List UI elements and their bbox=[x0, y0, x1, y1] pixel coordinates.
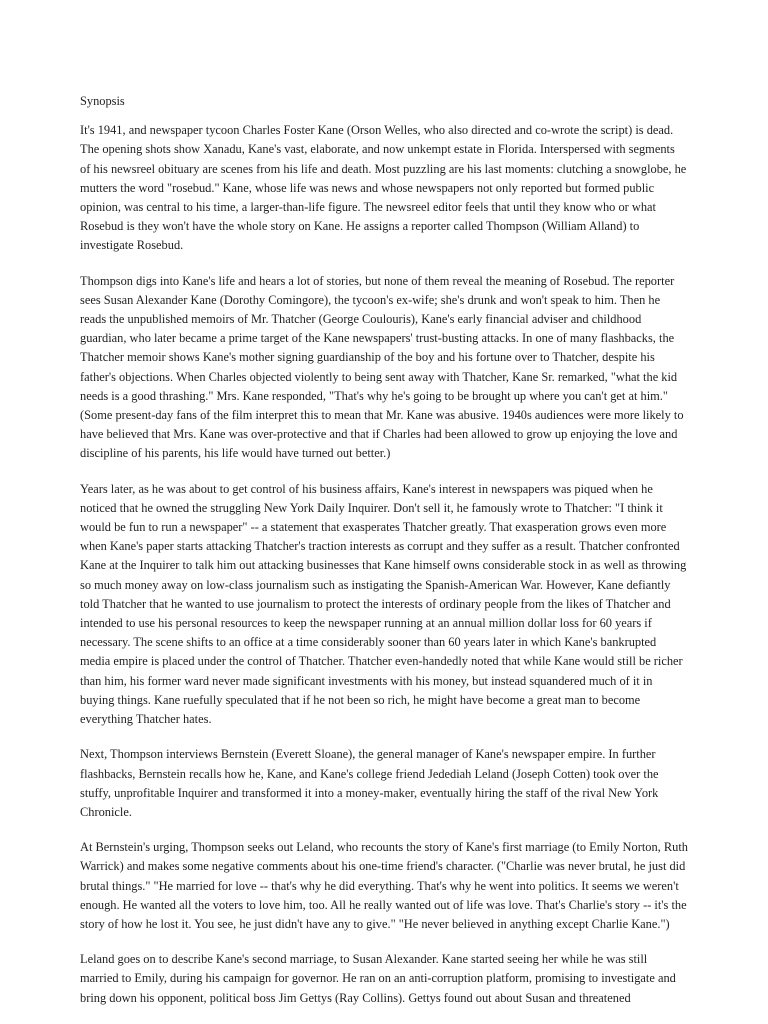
document-title: Synopsis bbox=[80, 94, 125, 108]
paragraph-2: Thompson digs into Kane's life and hears a lot of stories, but none of them reveal the meaning of Rosebud. The reporter sees Susan Alexander Kane (Dorothy Comingore), the tycoon's ex-wife; she's drunk and won't speak to him. Then he reads the unpublished memoirs of Mr. Thatcher (George Coulouris), Kane's early financial adviser and childhood guardian, who later became a prime target of the Kane newspapers' trust-busting attacks. In one of many flashbacks, the Thatcher memoir shows Kane's mother signing guardianship of the boy and his fortune over to Thatcher, despite his father's objections. When Charles objected violently to being sent away with Thatcher, Kane Sr. remarked, "what the kid needs is a good thrashing." Mrs. Kane responded, "That's why he's going to be brought up where you can't get at him." (Some present-day fans of the film interpret this to mean that Mr. Kane was abusive. 1940s audiences were more likely to have believed that Mrs. Kane was over-protective and that if Charles had been allowed to grow up enjoying the love and discipline of his parents, his life would have turned out better.) bbox=[80, 273, 684, 461]
paragraph-3: Years later, as he was about to get control of his business affairs, Kane's interest in newspapers was piqued when he noticed that he owned the struggling New York Daily Inquirer. Don't sell it, he famously wrote to Thatcher: "I think it would be fun to run a newspaper" -- a statement that exasperates Thatcher greatly. That exasperation grows even more when Kane's paper starts attacking Thatcher's traction interests as corrupt and they suffer as a result. Thatcher confronted Kane at the Inquirer to talk him out attacking businesses that Kane himself owns considerable stock in as well as throwing so much money away on low-class journalism such as instigating the Spanish-American War. However, Kane defiantly told Thatcher that he wanted to use journalism to protect the interests of ordinary people from the likes of Thatcher and intended to use his personal resources to keep the newspaper running at an annual million dollar loss for 60 years if necessary. The scene shifts to an office at a time considerably sooner than 60 years later in which Kane's bankrupted media empire is placed under the control of Thatcher. Thatcher even-handedly noted that while Kane would still be richer than him, his former ward never made significant investments with his money, but instead squandered much of it in buying things. Kane ruefully speculated that if he not been so rich, he might have become a great man to become everything Thatcher hates. bbox=[80, 481, 687, 727]
paragraph-1: It's 1941, and newspaper tycoon Charles Foster Kane (Orson Welles, who also directed and co-wrote the script) is dead. The opening shots show Xanadu, Kane's vast, elaborate, and now unkempt estate in Florida. Interspersed with segments of his newsreel obituary are scenes from his life and death. Most puzzling are his last moments: clutching a snowglobe, he mutters the word "rosebud." Kane, whose life was news and whose newspapers not only reported but formed public opinion, was central to his time, a larger-than-life figure. The newsreel editor feels that until they know who or what Rosebud is they won't have the whole story on Kane. He assigns a reporter called Thompson (William Alland) to investigate Rosebud. bbox=[80, 123, 687, 253]
paragraph-6: Leland goes on to describe Kane's second marriage, to Susan Alexander. Kane started seeing her while he was still married to Emily, during his campaign for governor. He ran on an anti-corruption platform, promising to investigate and bring down his opponent, political boss Jim Gettys (Ray Collins). Gettys found out about Susan and threatened bbox=[80, 952, 676, 1005]
paragraph-4: Next, Thompson interviews Bernstein (Everett Sloane), the general manager of Kane's newspaper empire. In further flashbacks, Bernstein recalls how he, Kane, and Kane's college friend Jedediah Leland (Joseph Cotten) took over the stuffy, unprofitable Inquirer and transformed it into a money-maker, eventually hiring the staff of the rival New York Chronicle. bbox=[80, 747, 659, 819]
document-page bbox=[80, 92, 688, 1024]
paragraph-5: At Bernstein's urging, Thompson seeks out Leland, who recounts the story of Kane's first marriage (to Emily Norton, Ruth Warrick) and makes some negative comments about his one-time friend's character. ("Charlie was never brutal, he just did brutal things." "He married for love -- that's why he did everything. That's why he went into politics. It seems we weren't enough. He wanted all the voters to love him, too. All he really wanted out of life was love. That's Charlie's story -- it's the story of how he lost it. You see, he just didn't have any to give." "He never believed in anything except Charlie Kane.") bbox=[80, 840, 688, 931]
